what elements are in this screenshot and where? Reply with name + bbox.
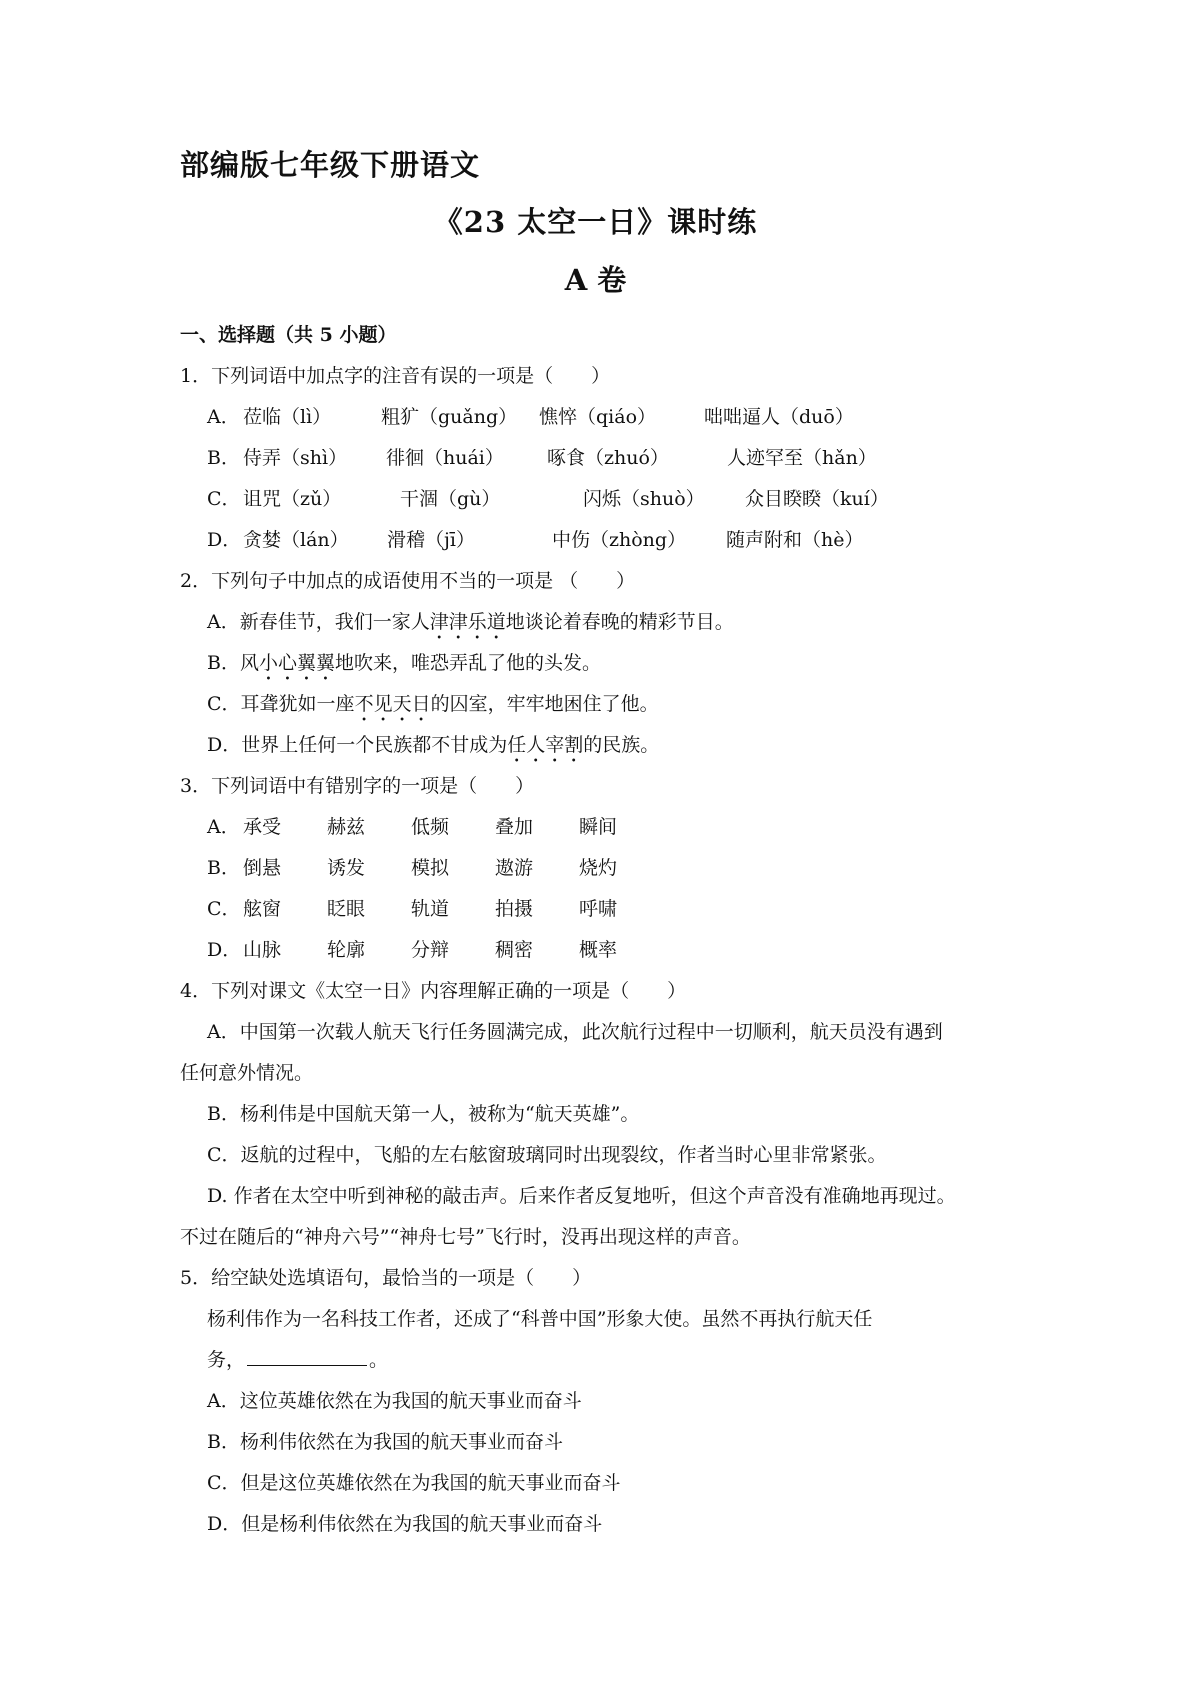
option-word: 山脉 <box>243 939 282 961</box>
option-word: 承受 <box>243 816 282 838</box>
option-label: D． <box>207 734 242 756</box>
option-word: 倒悬 <box>243 857 282 879</box>
option-word: 遨游 <box>495 857 534 879</box>
q1-option-b <box>207 443 1107 471</box>
option-word: 烧灼 <box>579 857 618 879</box>
q1-stem: 1．下列词语中加点字的注音有误的一项是（ ） <box>180 365 611 387</box>
option-item: 粗犷（guǎng） <box>381 406 518 428</box>
option-word: 轨道 <box>411 898 450 920</box>
option-word: 概率 <box>579 939 618 961</box>
q3-stem: 3．下列词语中有错别字的一项是（ ） <box>180 775 535 797</box>
option-item: 啄食（zhuó） <box>547 447 669 469</box>
option-label: C． <box>207 693 241 715</box>
option-item: 徘徊（huái） <box>386 447 504 469</box>
option-text-before: 世界上任何一个民族都不甘成为 <box>241 734 508 756</box>
q5-option-b: B．杨利伟依然在为我国的航天事业而奋斗 <box>207 1431 563 1453</box>
document-title: 《23 太空一日》课时练 <box>433 205 758 239</box>
option-word: 眨眼 <box>327 898 366 920</box>
q4-option-a-line2: 任何意外情况。 <box>180 1062 314 1084</box>
option-word: 稠密 <box>495 939 534 961</box>
q5-option-c: C．但是这位英雄依然在为我国的航天事业而奋斗 <box>207 1472 621 1494</box>
q2-option-a <box>207 607 734 644</box>
option-text-before: 耳聋犹如一座 <box>240 693 355 715</box>
dotted-idiom: 小心翼翼 <box>258 652 335 674</box>
option-label: C． <box>207 488 241 510</box>
q2-option-b <box>207 648 601 685</box>
option-item: 随声附和（hè） <box>726 529 864 551</box>
option-label: D． <box>207 939 242 961</box>
option-text-before: 新春佳节，我们一家人 <box>239 611 430 633</box>
option-label: A． <box>207 816 240 838</box>
q3-option-b <box>207 853 1107 881</box>
q4-option-b: B．杨利伟是中国航天第一人，被称为“航天英雄”。 <box>207 1103 640 1125</box>
option-label: A． <box>207 611 240 633</box>
q2-option-c <box>207 689 659 726</box>
q2-option-d <box>207 730 659 767</box>
option-word: 赫兹 <box>327 816 366 838</box>
q3-option-a <box>207 812 1107 840</box>
document-subtitle: 部编版七年级下册语文 <box>180 148 481 182</box>
option-word: 模拟 <box>411 857 450 879</box>
option-item: 闪烁（shuò） <box>583 488 705 510</box>
option-item: 贪婪（lán） <box>243 529 349 551</box>
q2-stem: 2．下列句子中加点的成语使用不当的一项是 （ ） <box>180 570 636 592</box>
option-text-after: 的囚室，牢牢地困住了他。 <box>430 693 659 715</box>
option-word: 呼啸 <box>579 898 618 920</box>
option-label: A． <box>207 406 240 428</box>
option-word: 拍摄 <box>495 898 534 920</box>
option-word: 瞬间 <box>579 816 618 838</box>
q5-passage-line2 <box>207 1345 388 1372</box>
option-text-after: 地谈论着春晚的精彩节目。 <box>505 611 734 633</box>
paper-version: A 卷 <box>564 263 627 297</box>
option-item: 莅临（lì） <box>243 406 332 428</box>
option-item: 侍弄（shì） <box>243 447 348 469</box>
option-label: B． <box>207 652 240 674</box>
option-label: B． <box>207 857 240 879</box>
q5-option-a: A．这位英雄依然在为我国的航天事业而奋斗 <box>207 1390 582 1412</box>
q5-option-d: D．但是杨利伟依然在为我国的航天事业而奋斗 <box>207 1513 603 1535</box>
passage-text: 。 <box>369 1349 389 1371</box>
q3-option-c <box>207 894 1107 922</box>
q5-stem: 5．给空缺处选填语句，最恰当的一项是（ ） <box>180 1267 592 1289</box>
option-word: 叠加 <box>495 816 534 838</box>
option-label: B． <box>207 447 240 469</box>
option-text-before: 风 <box>239 652 259 674</box>
q1-option-c <box>207 484 1107 512</box>
option-label: C． <box>207 898 241 920</box>
q4-option-d-line2: 不过在随后的“神舟六号”“神舟七号”飞行时，没再出现这样的声音。 <box>180 1226 751 1248</box>
dotted-idiom: 津津乐道 <box>429 611 506 633</box>
option-item: 中伤（zhòng） <box>552 529 687 551</box>
option-word: 舷窗 <box>243 898 282 920</box>
q1-option-d <box>207 525 1107 553</box>
option-item: 人迹罕至（hǎn） <box>727 447 877 469</box>
q4-option-c: C．返航的过程中，飞船的左右舷窗玻璃同时出现裂纹，作者当时心里非常紧张。 <box>207 1144 887 1166</box>
option-text-after: 地吹来，唯恐弄乱了他的头发。 <box>335 652 602 674</box>
option-word: 轮廓 <box>327 939 366 961</box>
passage-text: 务， <box>207 1349 246 1371</box>
q5-passage-line1: 杨利伟作为一名科技工作者，还成了“科普中国”形象大使。虽然不再执行航天任 <box>207 1308 873 1330</box>
fill-blank <box>247 1347 367 1366</box>
option-item: 滑稽（jī） <box>387 529 475 551</box>
option-label: D． <box>207 529 242 551</box>
option-word: 低频 <box>411 816 450 838</box>
section-heading: 一、选择题（共 5 小题） <box>180 324 397 346</box>
q4-stem: 4．下列对课文《太空一日》内容理解正确的一项是（ ） <box>180 980 687 1002</box>
option-word: 分辩 <box>411 939 450 961</box>
option-item: 诅咒（zǔ） <box>243 488 342 510</box>
q1-option-a <box>207 402 1107 430</box>
option-item: 咄咄逼人（duō） <box>704 406 854 428</box>
q4-option-d-line1: D. 作者在太空中听到神秘的敲击声。后来作者反复地听，但这个声音没有准确地再现过。 <box>207 1185 956 1207</box>
dotted-idiom: 不见天日 <box>354 693 431 715</box>
option-item: 众目睽睽（kuí） <box>745 488 889 510</box>
option-item: 憔悴（qiáo） <box>539 406 657 428</box>
option-text-after: 的民族。 <box>583 734 660 756</box>
dotted-idiom: 任人宰割 <box>507 734 584 756</box>
q4-option-a-line1: A．中国第一次载人航天飞行任务圆满完成，此次航行过程中一切顺利，航天员没有遇到 <box>207 1021 943 1043</box>
q3-option-d <box>207 935 1107 963</box>
option-word: 诱发 <box>327 857 366 879</box>
option-item: 干涸（gù） <box>400 488 501 510</box>
